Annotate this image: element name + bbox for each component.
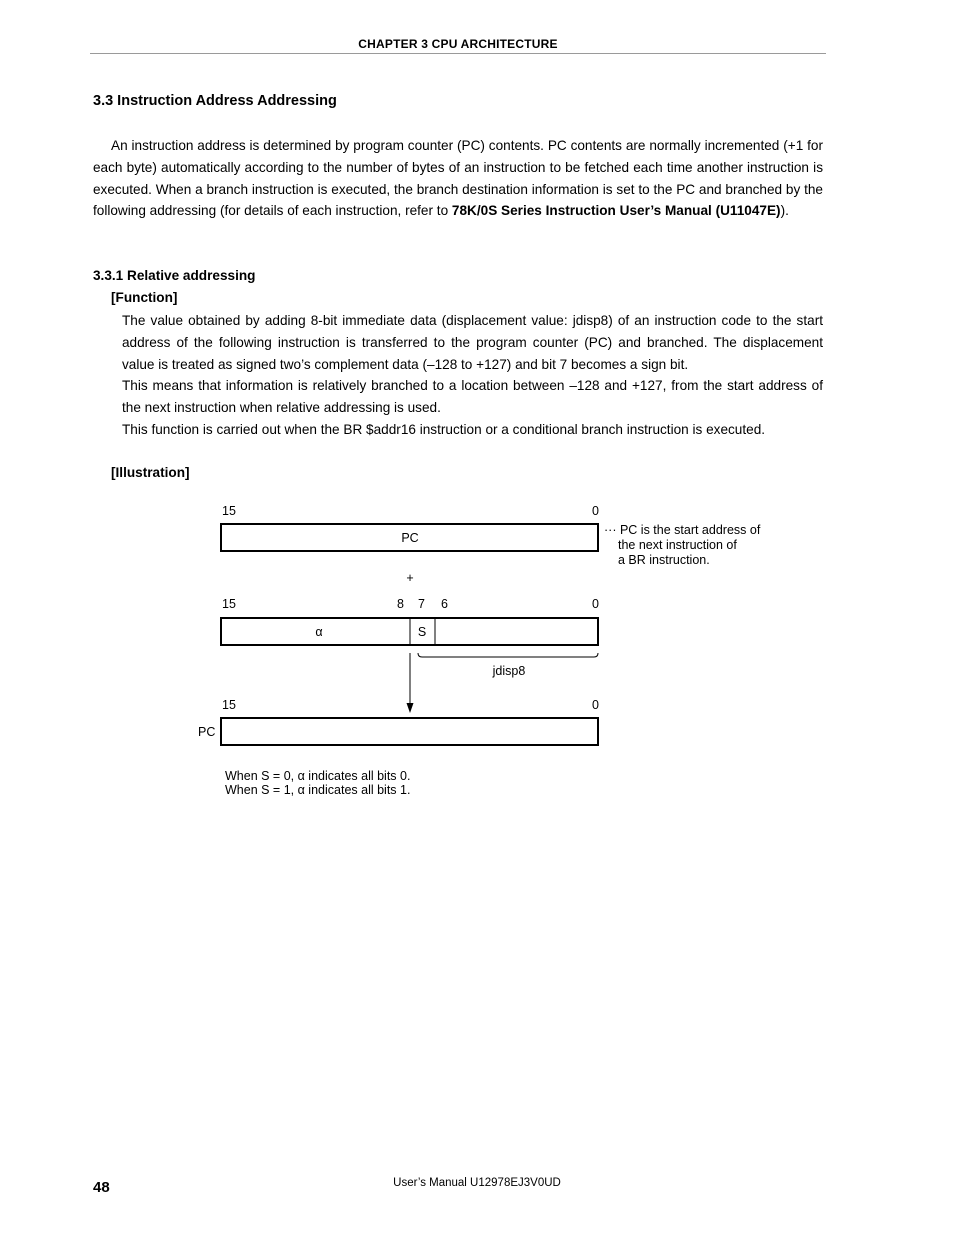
mid-bit-7: 7 [418, 597, 425, 611]
jdisp-label: jdisp8 [492, 664, 526, 678]
bottom-bit-0: 0 [592, 698, 599, 712]
page-number: 48 [93, 1179, 110, 1196]
intro-end: ). [780, 203, 789, 219]
arrow-head [407, 703, 414, 713]
mid-bit-8: 8 [397, 597, 404, 611]
bottom-pc-label: PC [198, 725, 216, 739]
mid-bit-0: 0 [592, 597, 599, 611]
mid-bit-15: 15 [222, 597, 236, 611]
alpha-field: α [315, 625, 323, 639]
illustration-label: [Illustration] [111, 465, 190, 480]
note-line-1: ··· PC is the start address of [604, 523, 761, 537]
manual-footer: User’s Manual U12978EJ3V0UD [393, 1177, 561, 1189]
function-paragraph: The value obtained by adding 8-bit immediate data (displacement value: jdisp8) of an instruction code to the start address of the following instruction is transferred to the program counter (PC) and branched. The displacement value is treated as signed two’s complement data (–128 to +127) and bit 7 becomes a sign bit. [122, 313, 823, 372]
plus-sign: + [406, 571, 414, 585]
note-s0: When S = 0, α indicates all bits 0. [225, 769, 411, 783]
sign-bit-field: S [417, 625, 427, 639]
intro-text: An instruction address is determined by program counter (PC) contents. PC contents are normally incremented (+1 for each byte) automatically according to the number of bytes of an instruction to be fetched each time another instruction is executed. When a branch instruction is executed, the branch destination information is set to the PC and branched by the following addressing (for details of each instruction, refer to [93, 138, 823, 219]
function-paragraph: This function is carried out when the BR $addr16 instruction or a conditional branch instruction is executed. [122, 421, 766, 437]
bottom-pc-register [221, 718, 598, 745]
subsection-title: 3.3.1 Relative addressing [93, 268, 256, 283]
jdisp-brace [418, 653, 598, 657]
mid-bit-6: 6 [441, 597, 448, 611]
function-label: [Function] [111, 290, 178, 305]
bottom-bit-15: 15 [222, 698, 236, 712]
section-title: 3.3 Instruction Address Addressing [93, 93, 337, 109]
manual-reference: 78K/0S Series Instruction User’s Manual (U11047E) [451, 203, 781, 219]
note-s1: When S = 1, α indicates all bits 1. [225, 783, 411, 797]
function-paragraph: This means that information is relatively branched to a location between –128 and +127, from the start address of the next instruction when relative addressing is used. [122, 378, 823, 416]
top-pc-label: PC [401, 531, 419, 545]
note-line-2: the next instruction of [618, 538, 737, 552]
top-bit-15: 15 [222, 504, 236, 518]
note-line-3: a BR instruction. [618, 553, 710, 567]
chapter-header: CHAPTER 3 CPU ARCHITECTURE [90, 37, 826, 54]
top-bit-0: 0 [592, 504, 599, 518]
